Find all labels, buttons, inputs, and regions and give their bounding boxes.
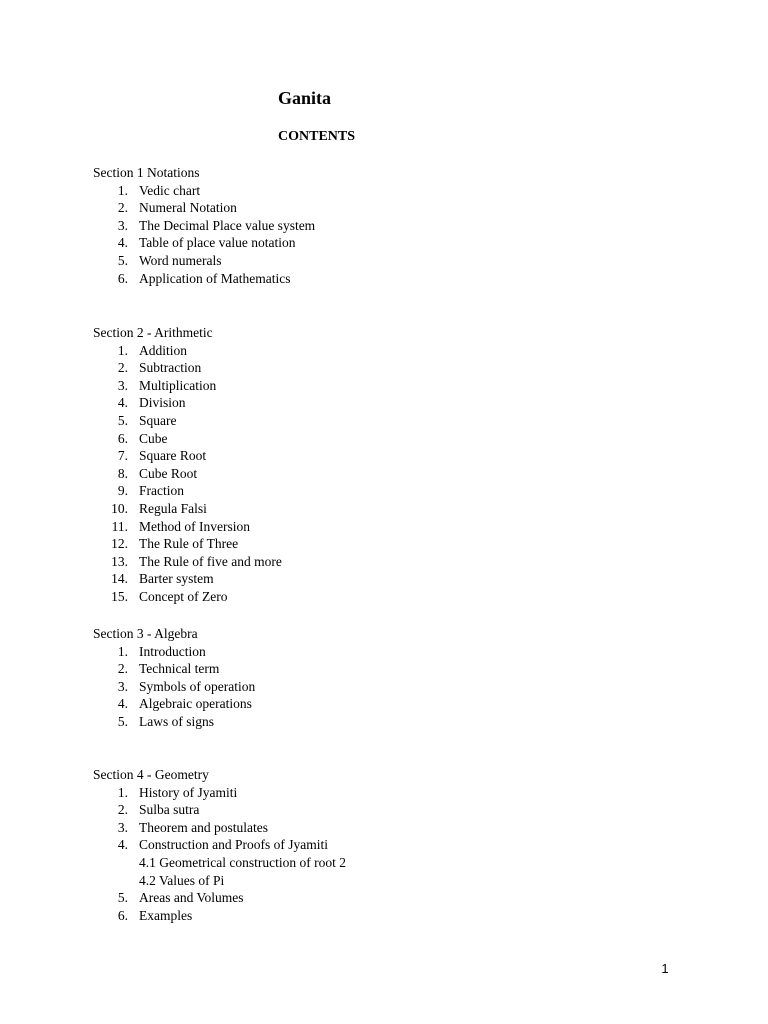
list-item (0, 836, 768, 854)
item-text: Introduction (139, 643, 206, 659)
item-text: Symbols of operation (139, 678, 256, 694)
item-number: 2. (117, 661, 128, 677)
list-item (0, 430, 768, 448)
list-item (0, 678, 768, 696)
item-number: 3. (117, 819, 128, 835)
item-number: 3. (117, 377, 128, 393)
list-item (0, 801, 768, 819)
item-number: 4. (117, 395, 128, 411)
item-text: History of Jyamiti (139, 784, 238, 800)
list-item (0, 182, 768, 200)
item-text: Application of Mathematics (139, 270, 291, 286)
item-text: Subtraction (139, 360, 202, 376)
list-item (0, 570, 768, 588)
item-text: Numeral Notation (139, 200, 237, 216)
item-number: 7. (117, 448, 128, 464)
item-number: 1. (117, 342, 128, 358)
sub-list-item (0, 872, 768, 890)
item-text: Regula Falsi (139, 500, 207, 516)
section-item-list (0, 342, 768, 606)
list-item (0, 482, 768, 500)
item-text: Theorem and postulates (139, 819, 268, 835)
list-item (0, 889, 768, 907)
item-text: Multiplication (139, 377, 217, 393)
item-text: Square (139, 412, 177, 428)
list-item (0, 359, 768, 377)
item-text: Table of place value notation (139, 235, 296, 251)
item-number: 11. (111, 518, 128, 534)
item-number: 4. (117, 837, 128, 853)
item-number: 2. (117, 200, 128, 216)
section-heading: Section 1 Notations (93, 165, 200, 180)
section-item-list (0, 784, 768, 925)
item-number: 3. (117, 678, 128, 694)
item-number: 14. (111, 571, 128, 587)
list-item (0, 713, 768, 731)
item-text: Algebraic operations (139, 696, 252, 712)
list-item (0, 465, 768, 483)
list-item (0, 199, 768, 217)
item-number: 1. (117, 182, 128, 198)
list-item (0, 447, 768, 465)
list-item (0, 377, 768, 395)
list-item (0, 252, 768, 270)
item-text: Barter system (139, 571, 214, 587)
item-number: 2. (117, 802, 128, 818)
item-number: 6. (117, 907, 128, 923)
list-item (0, 907, 768, 925)
item-text: Square Root (139, 448, 207, 464)
item-number: 12. (111, 536, 128, 552)
item-number: 5. (117, 713, 128, 729)
item-text: Method of Inversion (139, 518, 250, 534)
item-text: Addition (139, 342, 188, 358)
page-number: 1 (661, 961, 669, 976)
item-text: Fraction (139, 483, 184, 499)
item-number: 3. (117, 217, 128, 233)
list-item (0, 588, 768, 606)
section-heading: Section 2 - Arithmetic (93, 325, 213, 340)
list-item (0, 643, 768, 661)
list-item (0, 819, 768, 837)
item-text: Concept of Zero (139, 588, 228, 604)
item-number: 15. (111, 588, 128, 604)
section-item-list (0, 182, 768, 288)
list-item (0, 660, 768, 678)
item-number: 5. (117, 252, 128, 268)
item-number: 4. (117, 235, 128, 251)
list-item (0, 553, 768, 571)
item-number: 2. (117, 360, 128, 376)
item-text: Examples (139, 907, 193, 923)
document-title: Ganita (278, 88, 332, 108)
item-number: 5. (117, 412, 128, 428)
item-text: Cube Root (139, 465, 198, 481)
item-text: Technical term (139, 661, 220, 677)
item-number: 1. (117, 643, 128, 659)
list-item (0, 342, 768, 360)
list-item (0, 695, 768, 713)
item-number: 13. (111, 553, 128, 569)
item-text: Areas and Volumes (139, 890, 244, 906)
item-number: 8. (117, 465, 128, 481)
list-item (0, 270, 768, 288)
section-heading: Section 4 - Geometry (93, 767, 209, 782)
item-number: 6. (117, 270, 128, 286)
item-text: Sulba sutra (139, 802, 200, 818)
item-text: The Decimal Place value system (139, 217, 316, 233)
item-text: The Rule of five and more (139, 553, 282, 569)
item-text: The Rule of Three (139, 536, 239, 552)
item-text: Cube (139, 430, 168, 446)
item-number: 6. (117, 430, 128, 446)
sub-list-item (0, 854, 768, 872)
list-item (0, 535, 768, 553)
list-item (0, 518, 768, 536)
list-item (0, 500, 768, 518)
list-item (0, 234, 768, 252)
item-number: 9. (117, 483, 128, 499)
item-number: 1. (117, 784, 128, 800)
item-text: Vedic chart (139, 182, 201, 198)
section-heading: Section 3 - Algebra (93, 626, 198, 641)
item-number: 10. (111, 500, 128, 516)
item-text: 4.2 Values of Pi (139, 872, 225, 888)
item-number: 4. (117, 696, 128, 712)
item-text: Construction and Proofs of Jyamiti (139, 837, 328, 853)
list-item (0, 217, 768, 235)
item-text: Word numerals (139, 252, 222, 268)
list-item (0, 412, 768, 430)
list-item (0, 784, 768, 802)
item-text: 4.1 Geometrical construction of root 2 (139, 854, 346, 870)
item-text: Laws of signs (139, 713, 214, 729)
contents-heading: CONTENTS (278, 129, 356, 144)
section-item-list (0, 643, 768, 731)
item-text: Division (139, 395, 186, 411)
list-item (0, 394, 768, 412)
item-number: 5. (117, 890, 128, 906)
